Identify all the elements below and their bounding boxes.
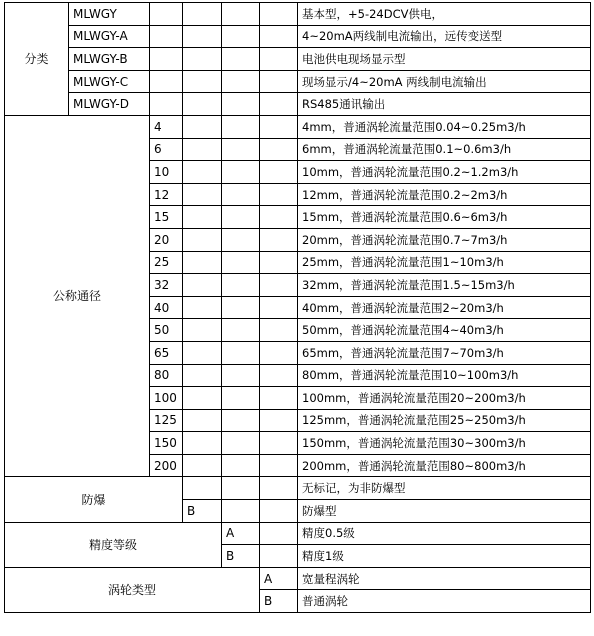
diameter-code: 25 — [150, 251, 183, 274]
accuracy-code: A — [222, 522, 260, 545]
blank-cell — [222, 48, 260, 71]
diameter-description: 150mm，普通涡轮流量范围30~300m3/h — [298, 432, 591, 455]
diameter-code: 10 — [150, 161, 183, 184]
diameter-code: 15 — [150, 206, 183, 229]
diameter-description: 32mm，普通涡轮流量范围1.5~15m3/h — [298, 274, 591, 297]
diameter-description: 80mm，普通涡轮流量范围10~100m3/h — [298, 364, 591, 387]
blank-cell — [183, 454, 222, 477]
blank-cell — [222, 251, 260, 274]
blank-cell — [260, 500, 298, 523]
table-row — [5, 48, 591, 71]
diameter-code: 200 — [150, 454, 183, 477]
diameter-code: 50 — [150, 319, 183, 342]
diameter-description: 15mm，普通涡轮流量范围0.6~6m3/h — [298, 206, 591, 229]
blank-cell — [183, 93, 222, 116]
diameter-description: 20mm，普通涡轮流量范围0.7~7m3/h — [298, 228, 591, 251]
blank-cell — [222, 409, 260, 432]
blank-cell — [183, 206, 222, 229]
blank-cell — [260, 274, 298, 297]
diameter-description: 125mm，普通涡轮流量范围25~250m3/h — [298, 409, 591, 432]
section-label-accuracy: 精度等级 — [5, 522, 222, 567]
table-row — [5, 567, 591, 590]
blank-cell — [222, 183, 260, 206]
blank-cell — [183, 409, 222, 432]
diameter-code: 12 — [150, 183, 183, 206]
accuracy-description: 精度1级 — [298, 545, 591, 568]
blank-cell — [183, 432, 222, 455]
blank-cell — [183, 319, 222, 342]
turbine-code: A — [260, 567, 298, 590]
diameter-code: 20 — [150, 228, 183, 251]
blank-cell — [222, 477, 260, 500]
blank-cell — [222, 454, 260, 477]
blank-cell — [150, 3, 183, 26]
blank-cell — [183, 341, 222, 364]
diameter-code: 100 — [150, 387, 183, 410]
model-description: 电池供电现场显示型 — [298, 48, 591, 71]
blank-cell — [260, 409, 298, 432]
model-code: MLWGY-B — [69, 48, 150, 71]
model-description: RS485通讯输出 — [298, 93, 591, 116]
blank-cell — [150, 48, 183, 71]
section-label-classification: 分类 — [5, 3, 69, 116]
diameter-description: 100mm，普通涡轮流量范围20~200m3/h — [298, 387, 591, 410]
blank-cell — [260, 70, 298, 93]
table-row — [5, 25, 591, 48]
blank-cell — [260, 251, 298, 274]
blank-cell — [260, 25, 298, 48]
blank-cell — [260, 545, 298, 568]
blank-cell — [260, 206, 298, 229]
explosion-code: B — [183, 500, 222, 523]
blank-cell — [222, 228, 260, 251]
diameter-code: 6 — [150, 138, 183, 161]
section-label-turbine-type: 涡轮类型 — [5, 567, 260, 612]
blank-cell — [183, 183, 222, 206]
blank-cell — [183, 274, 222, 297]
model-selection-table — [4, 2, 591, 613]
blank-cell — [260, 115, 298, 138]
diameter-description: 6mm，普通涡轮流量范围0.1~0.6m3/h — [298, 138, 591, 161]
blank-cell — [222, 364, 260, 387]
turbine-code: B — [260, 590, 298, 613]
table-row — [5, 3, 591, 26]
blank-cell — [222, 93, 260, 116]
blank-cell — [150, 93, 183, 116]
blank-cell — [183, 387, 222, 410]
model-description: 4~20mA两线制电流输出，远传变送型 — [298, 25, 591, 48]
blank-cell — [222, 387, 260, 410]
blank-cell — [260, 161, 298, 184]
diameter-code: 65 — [150, 341, 183, 364]
blank-cell — [183, 364, 222, 387]
model-code: MLWGY-D — [69, 93, 150, 116]
blank-cell — [183, 48, 222, 71]
diameter-description: 12mm，普通涡轮流量范围0.2~2m3/h — [298, 183, 591, 206]
blank-cell — [222, 115, 260, 138]
blank-cell — [260, 183, 298, 206]
diameter-description: 200mm，普通涡轮流量范围80~800m3/h — [298, 454, 591, 477]
model-code: MLWGY-C — [69, 70, 150, 93]
blank-cell — [183, 115, 222, 138]
diameter-code: 40 — [150, 296, 183, 319]
table-row — [5, 477, 591, 500]
model-code: MLWGY — [69, 3, 150, 26]
blank-cell — [260, 296, 298, 319]
turbine-description: 普通涡轮 — [298, 590, 591, 613]
blank-cell — [260, 93, 298, 116]
blank-cell — [183, 296, 222, 319]
section-label-nominal-diameter: 公称通径 — [5, 115, 150, 477]
table-body — [5, 3, 591, 613]
diameter-code: 150 — [150, 432, 183, 455]
blank-cell — [150, 70, 183, 93]
turbine-description: 宽量程涡轮 — [298, 567, 591, 590]
blank-cell — [260, 228, 298, 251]
model-description: 基本型，+5-24DCV供电， — [298, 3, 591, 26]
blank-cell — [260, 341, 298, 364]
model-code: MLWGY-A — [69, 25, 150, 48]
blank-cell — [183, 251, 222, 274]
blank-cell — [260, 138, 298, 161]
explosion-code — [183, 477, 222, 500]
blank-cell — [183, 138, 222, 161]
table-row — [5, 93, 591, 116]
blank-cell — [150, 25, 183, 48]
blank-cell — [260, 364, 298, 387]
explosion-description: 防爆型 — [298, 500, 591, 523]
blank-cell — [222, 319, 260, 342]
blank-cell — [183, 70, 222, 93]
diameter-code: 32 — [150, 274, 183, 297]
diameter-description: 25mm，普通涡轮流量范围1~10m3/h — [298, 251, 591, 274]
blank-cell — [222, 206, 260, 229]
blank-cell — [222, 3, 260, 26]
table-row — [5, 522, 591, 545]
explosion-description: 无标记，为非防爆型 — [298, 477, 591, 500]
blank-cell — [222, 500, 260, 523]
blank-cell — [183, 161, 222, 184]
blank-cell — [222, 70, 260, 93]
blank-cell — [260, 477, 298, 500]
blank-cell — [222, 161, 260, 184]
blank-cell — [183, 25, 222, 48]
blank-cell — [183, 228, 222, 251]
diameter-code: 4 — [150, 115, 183, 138]
model-description: 现场显示/4~20mA 两线制电流输出 — [298, 70, 591, 93]
blank-cell — [222, 341, 260, 364]
accuracy-code: B — [222, 545, 260, 568]
table-row — [5, 115, 591, 138]
diameter-code: 80 — [150, 364, 183, 387]
blank-cell — [260, 432, 298, 455]
diameter-description: 65mm，普通涡轮流量范围7~70m3/h — [298, 341, 591, 364]
blank-cell — [222, 25, 260, 48]
blank-cell — [222, 296, 260, 319]
diameter-description: 40mm，普通涡轮流量范围2~20m3/h — [298, 296, 591, 319]
blank-cell — [183, 3, 222, 26]
section-label-explosion-proof: 防爆 — [5, 477, 183, 522]
diameter-description: 4mm，普通涡轮流量范围0.04~0.25m3/h — [298, 115, 591, 138]
blank-cell — [260, 319, 298, 342]
blank-cell — [222, 432, 260, 455]
diameter-description: 50mm，普通涡轮流量范围4~40m3/h — [298, 319, 591, 342]
blank-cell — [222, 274, 260, 297]
table-row — [5, 70, 591, 93]
blank-cell — [260, 522, 298, 545]
accuracy-description: 精度0.5级 — [298, 522, 591, 545]
blank-cell — [260, 48, 298, 71]
blank-cell — [260, 387, 298, 410]
diameter-code: 125 — [150, 409, 183, 432]
blank-cell — [222, 138, 260, 161]
diameter-description: 10mm，普通涡轮流量范围0.2~1.2m3/h — [298, 161, 591, 184]
blank-cell — [260, 454, 298, 477]
blank-cell — [260, 3, 298, 26]
